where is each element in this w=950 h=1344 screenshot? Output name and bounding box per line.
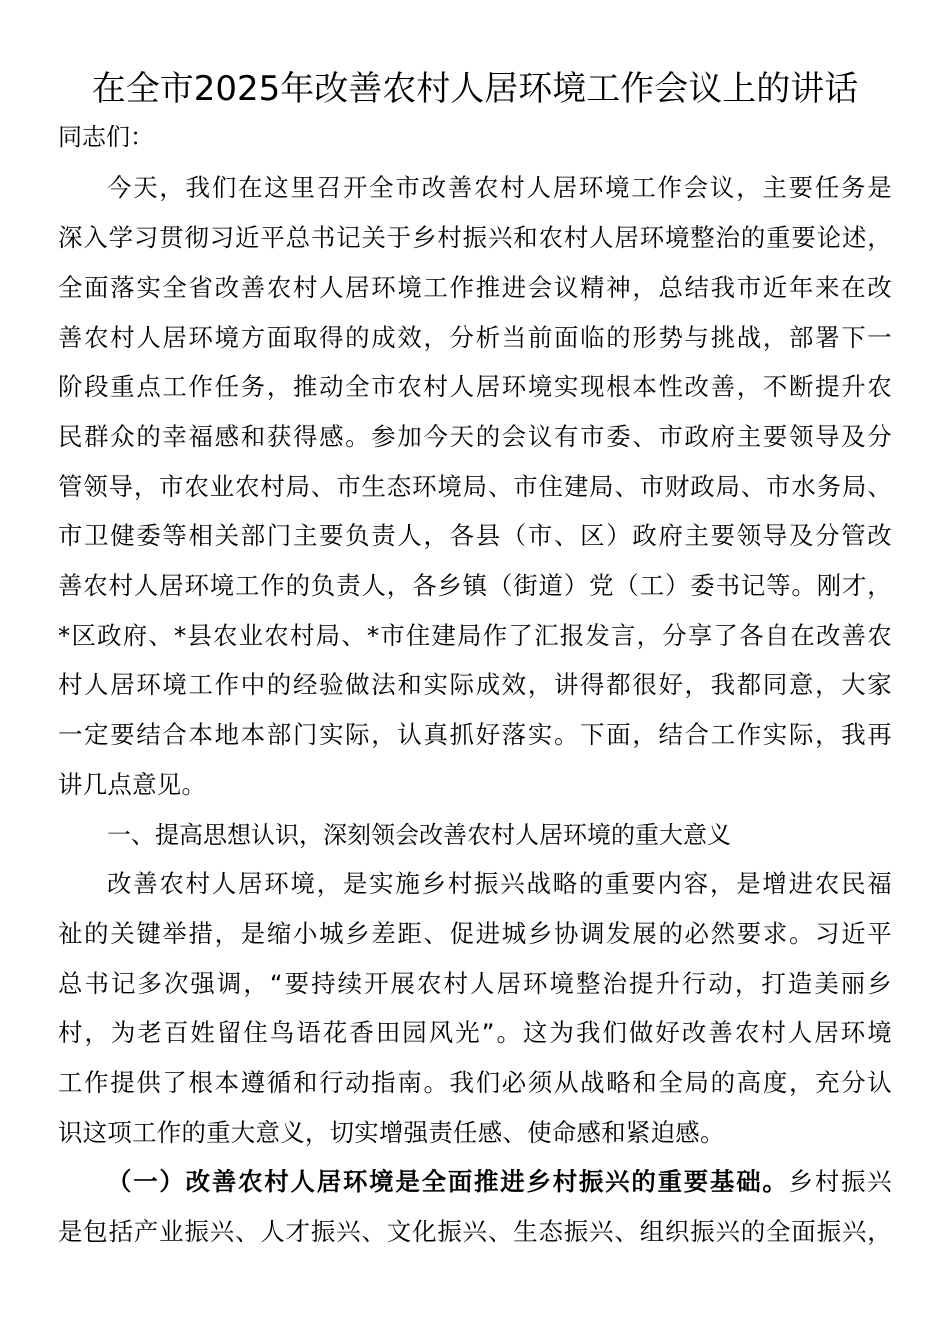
- section-heading: 一、提高思想认识，深刻领会改善农村人居环境的重大意义: [107, 821, 731, 849]
- paragraph-1-line: 讲几点意见。: [58, 770, 207, 799]
- paragraph-2-line: 识这项工作的重大意义，切实增强责任感、使命感和紧迫感。: [58, 1118, 725, 1147]
- paragraph-1-line: *区政府、*县农业农村局、*市住建局作了汇报发言，分享了各自在改善农: [58, 621, 892, 650]
- paragraph-1-line: 一定要结合本地本部门实际，认真抓好落实。下面，结合工作实际，我再: [58, 720, 892, 749]
- paragraph-3-line-rest: 乡村振兴: [788, 1167, 892, 1196]
- paragraph-3-line: 是包括产业振兴、人才振兴、文化振兴、生态振兴、组织振兴的全面振兴，: [58, 1217, 892, 1246]
- paragraph-1-line: 深入学习贯彻习近平总书记关于乡村振兴和农村人居环境整治的重要论述，: [58, 223, 892, 252]
- paragraph-2-line: 工作提供了根本遵循和行动指南。我们必须从战略和全局的高度，充分认: [58, 1068, 892, 1097]
- paragraph-2-line: 祉的关键举措，是缩小城乡差距、促进城乡协调发展的必然要求。习近平: [58, 919, 892, 948]
- document-title: 在全市2025年改善农村人居环境工作会议上的讲话: [91, 69, 859, 109]
- paragraph-3-line: [107, 1162, 892, 1202]
- salutation: 同志们：: [58, 123, 154, 151]
- paragraph-2-line: 改善农村人居环境，是实施乡村振兴战略的重要内容，是增进农民福: [107, 869, 892, 898]
- paragraph-1-line: 市卫健委等相关部门主要负责人，各县（市、区）政府主要领导及分管改: [58, 521, 892, 550]
- paragraph-1-line: 今天，我们在这里召开全市改善农村人居环境工作会议，主要任务是: [107, 173, 892, 202]
- paragraph-1-line: 管领导，市农业农村局、市生态环境局、市住建局、市财政局、市水务局、: [58, 472, 892, 501]
- paragraph-1-line: 善农村人居环境方面取得的成效，分析当前面临的形势与挑战，部署下一: [58, 323, 892, 352]
- paragraph-1-line: 阶段重点工作任务，推动全市农村人居环境实现根本性改善，不断提升农: [58, 372, 892, 401]
- paragraph-1-line: 全面落实全省改善农村人居环境工作推进会议精神，总结我市近年来在改: [58, 273, 892, 302]
- paragraph-3-bold-lead: （一）改善农村人居环境是全面推进乡村振兴的重要基础。: [107, 1167, 789, 1196]
- paragraph-1-line: 民群众的幸福感和获得感。参加今天的会议有市委、市政府主要领导及分: [58, 422, 892, 451]
- paragraph-2-line: 总书记多次强调，“要持续开展农村人居环境整治提升行动，打造美丽乡: [58, 969, 892, 998]
- paragraph-1-line: 村人居环境工作中的经验做法和实际成效，讲得都很好，我都同意，大家: [58, 670, 892, 699]
- paragraph-2-line: 村，为老百姓留住鸟语花香田园风光”。这为我们做好改善农村人居环境: [58, 1018, 892, 1047]
- paragraph-1-line: 善农村人居环境工作的负责人，各乡镇（街道）党（工）委书记等。刚才，: [58, 571, 892, 600]
